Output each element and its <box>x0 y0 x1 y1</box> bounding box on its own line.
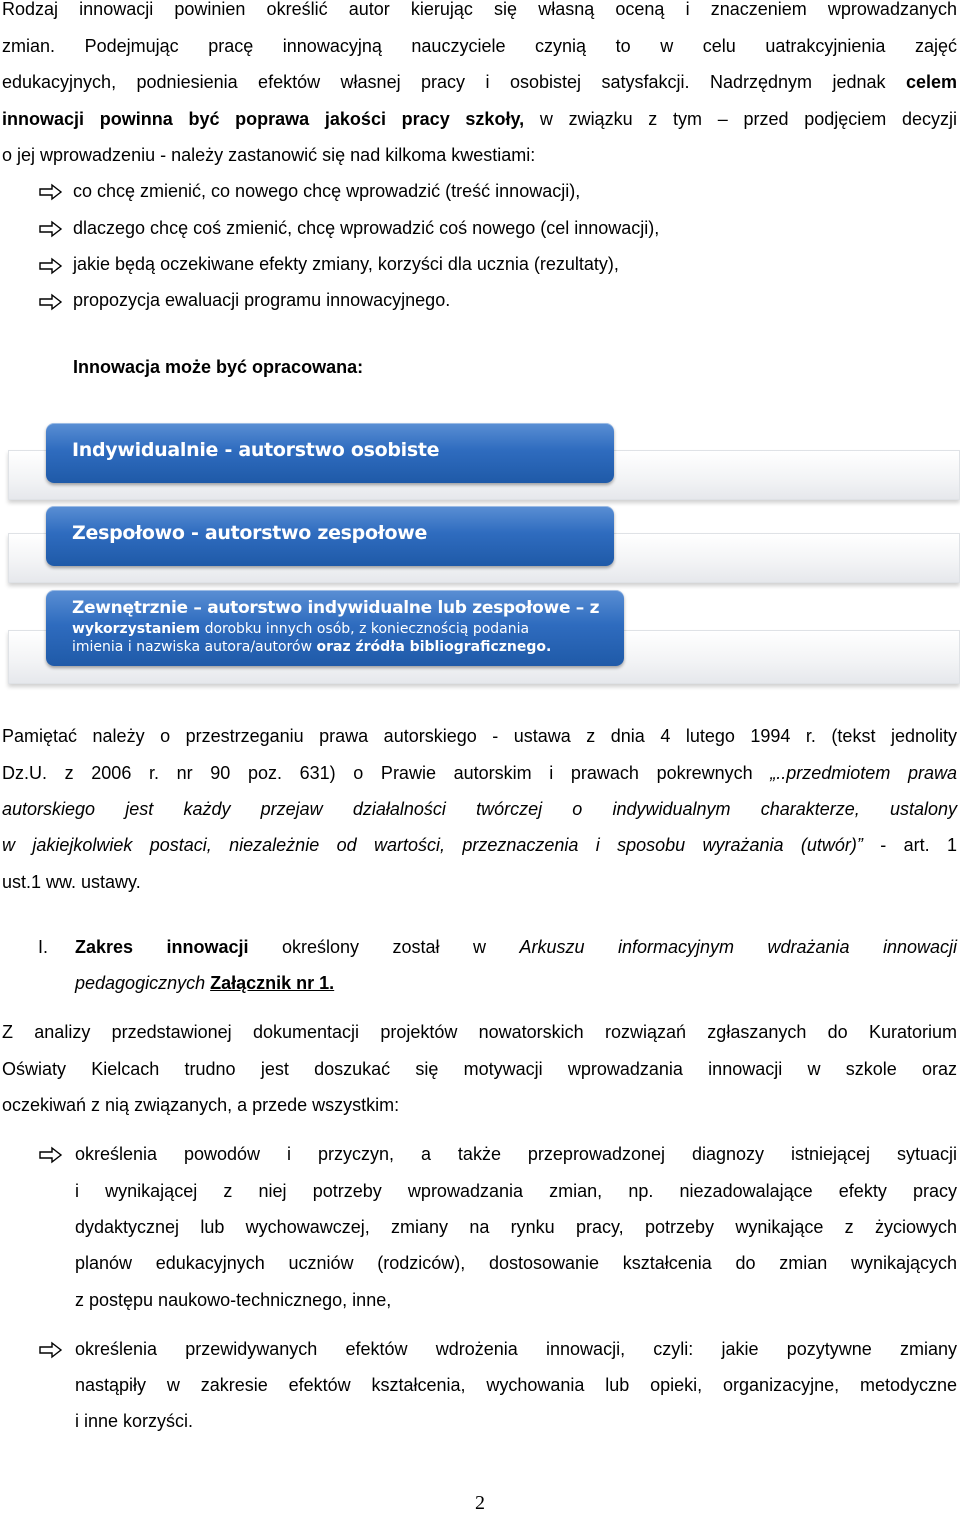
paragraph-2-line-3: autorskiego jest każdy przejaw działalności twórczej o indywidualnym charakterze, ustalony <box>2 799 957 819</box>
bullet-1-line-5: z postępu naukowo-technicznego, inne, <box>75 1290 392 1310</box>
section-1-line-2: pedagogicznych Załącznik nr 1. <box>75 973 335 993</box>
paragraph-1-line-4: innowacji powinna być poprawa jakości pracy szkoły, w związku z tym – przed podjęciem decyzji <box>2 109 957 129</box>
bullet-1-line-1: określenia powodów i przyczyn, a także przeprowadzonej diagnozy istniejącej sytuacji <box>75 1144 957 1164</box>
arrow-bullet-icon <box>38 256 64 276</box>
diagram-box-team: Zespołowo - autorstwo zespołowe <box>46 506 614 566</box>
bullet-1-line-2: i wynikającej z niej potrzeby wprowadzania zmian, np. niezadowalające efekty pracy <box>75 1181 957 1201</box>
arrow-bullet-icon <box>38 219 64 239</box>
paragraph-2-line-5: ust.1 ww. ustawy. <box>2 872 141 892</box>
bullet-2-line-3: i inne korzyści. <box>75 1411 194 1431</box>
paragraph-1-line-1: Rodzaj innowacji powinien określić autor kierując się własną oceną i znaczeniem wprowadzanych <box>2 0 957 19</box>
section-numeral: I. <box>38 937 49 957</box>
question-item-4: propozycja ewaluacji programu innowacyjnego. <box>73 290 451 310</box>
paragraph-2-line-4: w jakiejkolwiek postaci, niezależnie od wartości, przeznaczenia i sposobu wyrażania (utwór)” - art. 1 <box>2 835 957 855</box>
bullet-2-line-2: nastąpiły w zakresie efektów kształcenia, wychowania lub opieki, organizacyjne, metodyczne <box>75 1375 957 1395</box>
paragraph-2-line-1: Pamiętać należy o przestrzeganiu prawa autorskiego - ustawa z dnia 4 lutego 1994 r. (tekst jednolity <box>2 726 957 746</box>
paragraph-3-line-1: Z analizy przedstawionej dokumentacji projektów nowatorskich rozwiązań zgłaszanych do Kuratorium <box>2 1022 957 1042</box>
paragraph-1-line-3: edukacyjnych, podniesienia efektów własnej pracy i osobistej satysfakcji. Nadrzędnym jednak celem <box>2 72 957 92</box>
diagram-box-individual: Indywidualnie - autorstwo osobiste <box>46 423 614 483</box>
bullet-1-line-3: dydaktycznej lub wychowawczej, zmiany na rynku pracy, potrzeby wynikające z życiowych <box>75 1217 957 1237</box>
page-number: 2 <box>475 1492 485 1514</box>
question-item-3: jakie będą oczekiwane efekty zmiany, korzyści dla ucznia (rezultaty), <box>73 254 619 274</box>
bullet-1-line-4: planów edukacyjnych uczniów (rodziców), dostosowanie kształcenia do zmian wynikających <box>75 1253 957 1273</box>
arrow-bullet-icon <box>38 182 64 202</box>
diagram-box-external: Zewnętrznie – autorstwo indywidualne lub zespołowe – z wykorzystaniem dorobku innych osób, z koniecznością podania imienia i nazwiska autora/autorów oraz źródła bibliograficznego. <box>46 590 624 666</box>
section-heading: Innowacja może być opracowana: <box>73 357 364 377</box>
question-item-2: dlaczego chcę coś zmienić, chcę wprowadzić coś nowego (cel innowacji), <box>73 218 660 238</box>
paragraph-3-line-2: Oświaty Kielcach trudno jest doszukać się motywacji wprowadzania innowacji w szkole oraz <box>2 1059 957 1079</box>
paragraph-1-line-2: zmian. Podejmując pracę innowacyjną nauczyciele czynią to w celu uatrakcyjnienia zajęć <box>2 36 957 56</box>
bullet-2-line-1: określenia przewidywanych efektów wdrożenia innowacji, czyli: jakie pozytywne zmiany <box>75 1339 957 1359</box>
section-1-line-1: Zakres innowacji określony został w Arkuszu informacyjnym wdrażania innowacji <box>75 937 958 957</box>
paragraph-1-line-5: o jej wprowadzeniu - należy zastanowić się nad kilkoma kwestiami: <box>2 145 536 165</box>
paragraph-3-line-3: oczekiwań z nią związanych, a przede wszystkim: <box>2 1095 400 1115</box>
paragraph-2-line-2: Dz.U. z 2006 r. nr 90 poz. 631) o Prawie autorskim i prawach pokrewnych „..przedmiotem prawa <box>2 763 957 783</box>
arrow-bullet-icon <box>38 1340 64 1360</box>
question-item-1: co chcę zmienić, co nowego chcę wprowadzić (treść innowacji), <box>73 181 581 201</box>
arrow-bullet-icon <box>38 292 64 312</box>
attachment-reference: Załącznik nr 1. <box>210 973 335 993</box>
arrow-bullet-icon <box>38 1145 64 1165</box>
